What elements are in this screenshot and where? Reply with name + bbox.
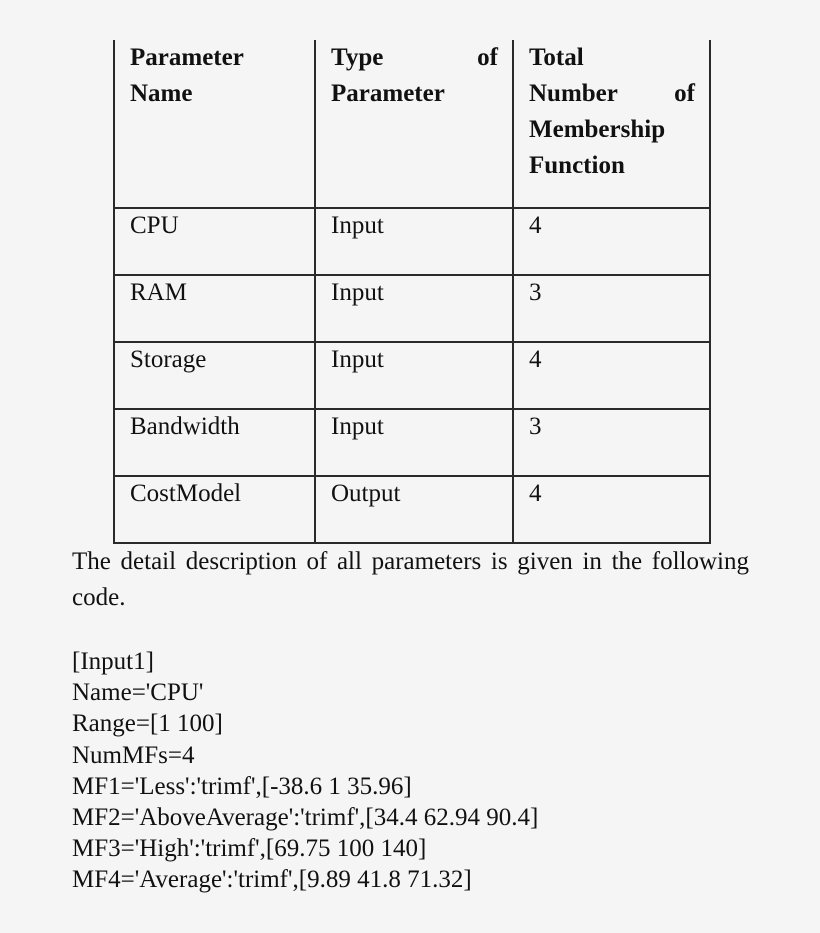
cell-num-mfs: 4 <box>513 208 710 275</box>
cell-num-mfs: 3 <box>513 275 710 342</box>
table-row <box>114 208 710 275</box>
table-header-row <box>114 40 710 208</box>
header-text: Parameter <box>331 80 445 107</box>
table-row <box>114 409 710 476</box>
description-paragraph: The detail description of all parameters is given in the following code. <box>72 548 749 611</box>
cell-num-mfs: 3 <box>513 409 710 476</box>
code-mf-line: MF2='AboveAverage':'trimf',[34.4 62.94 90.4] <box>72 804 539 832</box>
cell-parameter-name: RAM <box>114 275 315 342</box>
cell-parameter-type: Output <box>315 476 513 543</box>
header-text: Parameter <box>130 44 244 71</box>
code-section-header: [Input1] <box>72 648 154 675</box>
cell-parameter-name: Storage <box>114 342 315 409</box>
cell-parameter-type: Input <box>315 342 513 409</box>
header-text: Membership <box>529 116 666 143</box>
cell-num-mfs: 4 <box>513 342 710 409</box>
cell-parameter-name: CPU <box>114 208 315 275</box>
cell-parameter-name: CostModel <box>114 476 315 543</box>
header-text: Number of <box>529 80 695 107</box>
table-row <box>114 275 710 342</box>
code-range-line: Range=[1 100] <box>72 710 223 738</box>
table-row <box>114 476 710 543</box>
header-text: Type of <box>331 44 498 71</box>
cell-parameter-type: Input <box>315 409 513 476</box>
header-text: Total <box>529 44 584 71</box>
header-type-of-parameter <box>315 40 513 208</box>
parameters-table <box>113 40 711 544</box>
code-mf-line: MF3='High':'trimf',[69.75 100 140] <box>72 835 427 863</box>
cell-parameter-name: Bandwidth <box>114 409 315 476</box>
code-num-mfs-line: NumMFs=4 <box>72 741 195 769</box>
cell-parameter-type: Input <box>315 275 513 342</box>
table-row <box>114 342 710 409</box>
code-block <box>72 646 538 896</box>
header-text: Name <box>130 80 193 107</box>
code-name-line: Name='CPU' <box>72 679 204 707</box>
header-text: Function <box>529 152 625 179</box>
header-parameter-name <box>114 40 315 208</box>
code-mf-line: MF1='Less':'trimf',[-38.6 1 35.96] <box>72 772 412 800</box>
code-mf-line: MF4='Average':'trimf',[9.89 41.8 71.32] <box>72 866 472 894</box>
header-total-membership-functions <box>513 40 710 208</box>
cell-parameter-type: Input <box>315 208 513 275</box>
cell-num-mfs: 4 <box>513 476 710 543</box>
